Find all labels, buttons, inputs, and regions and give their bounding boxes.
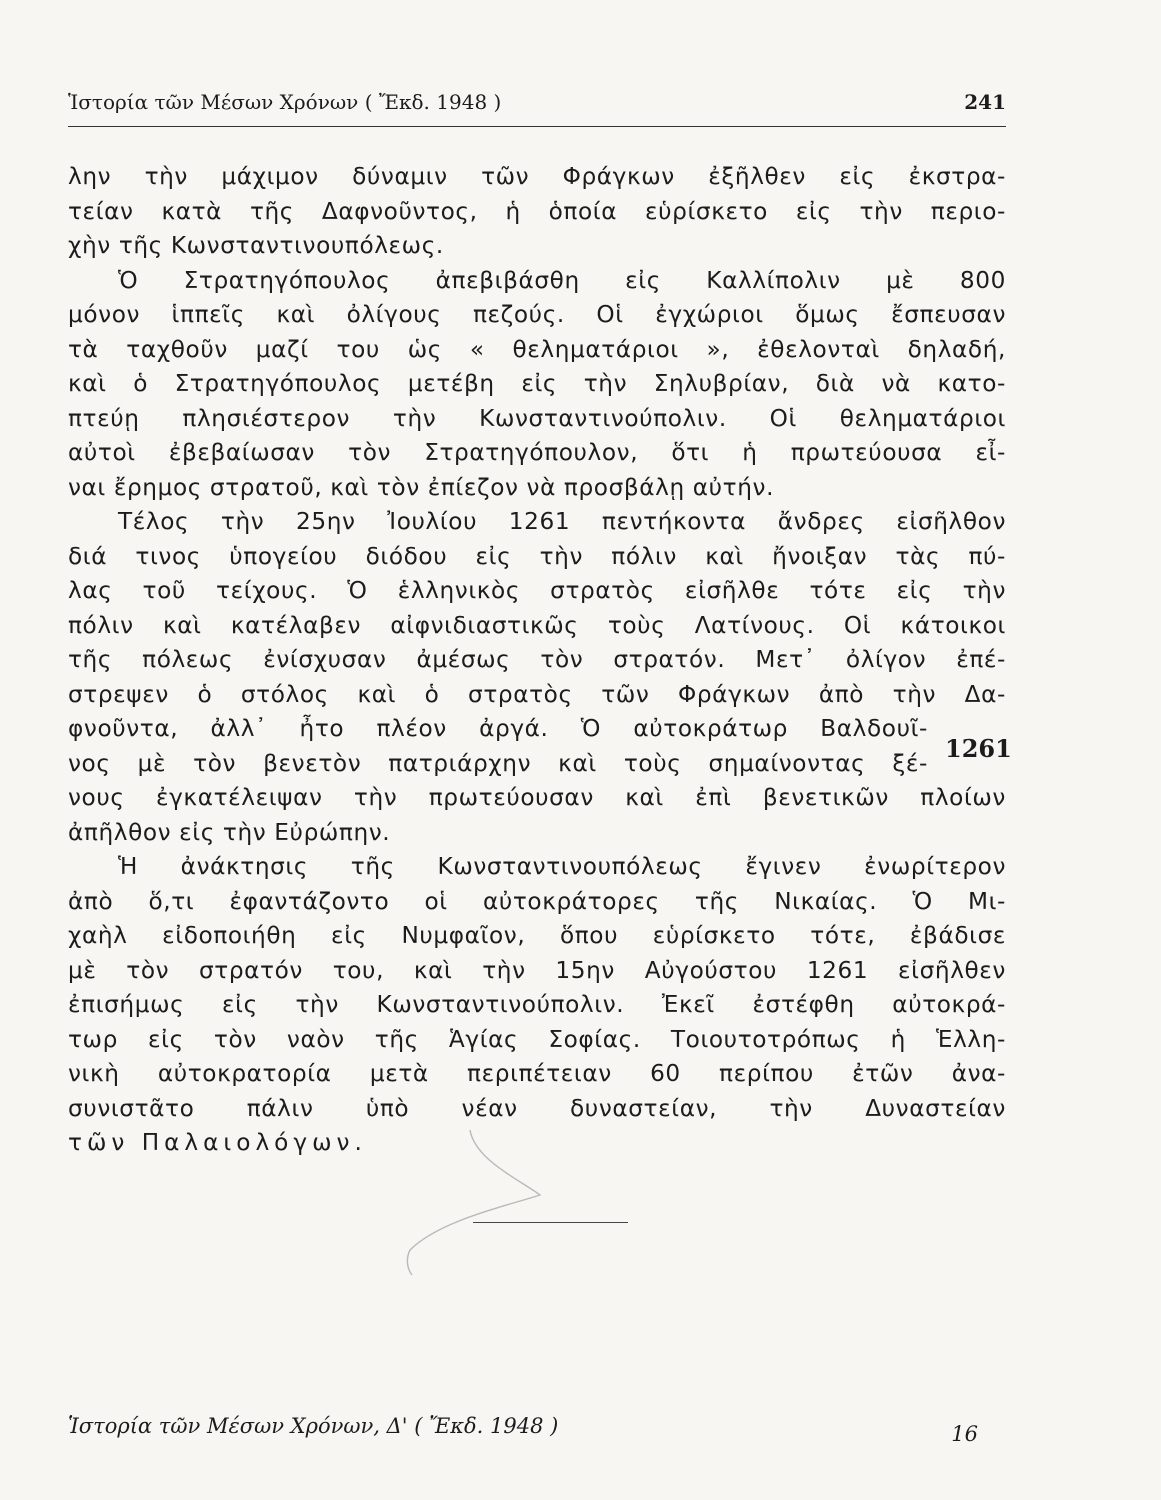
text-line: λας τοῦ τείχους. Ὁ ἑλληνικὸς στρατὸς εἰσῆλθε τότε εἰς τὴν (68, 577, 1006, 604)
footer-title: Ἱστορία τῶν Μέσων Χρόνων, Δ' ( Ἔκδ. 1948 ) (68, 1414, 559, 1438)
text-line: νικὴ αὐτοκρατορία μετὰ περιπέτειαν 60 περίπου ἐτῶν ἀνα- (68, 1060, 1006, 1087)
text-line: ναι ἔρημος στρατοῦ, καὶ τὸν ἐπίεζον νὰ προσβάλῃ αὐτήν. (68, 473, 775, 501)
text-line: Ὁ Στρατηγόπουλος ἀπεβιβάσθη εἰς Καλλίπολιν μὲ 800 (118, 266, 1006, 294)
text-line: νος μὲ τὸν βενετὸν πατριάρχην καὶ τοὺς σημαίνοντας ξέ- (68, 749, 928, 777)
text-line: χὴν τῆς Κωνσταντινουπόλεως. (68, 232, 444, 259)
text-line: νους ἐγκατέλειψαν τὴν πρωτεύουσαν καὶ ἐπὶ βενετικῶν πλοίων (68, 784, 1006, 811)
text-line: μὲ τὸν στρατόν του, καὶ τὴν 15ην Αὐγούστου 1261 εἰσῆλθεν (68, 956, 1006, 984)
text-line: Τέλος τὴν 25ην Ἰουλίου 1261 πεντήκοντα ἄνδρες εἰσῆλθον (118, 508, 1006, 535)
margin-year-note: 1261 (945, 734, 1012, 763)
text-line: τὰ ταχθοῦν μαζί του ὡς « θεληματάριοι », ἐθελονταὶ δηλαδή, (68, 335, 1006, 363)
text-line: τῆς πόλεως ἐνίσχυσαν ἀμέσως τὸν στρατόν. Μετ᾽ ὀλίγον ἐπέ- (68, 646, 1006, 673)
text-line: φνοῦντα, ἀλλ᾽ ἦτο πλέον ἀργά. Ὁ αὐτοκράτωρ Βαλδουῖ- (68, 715, 928, 742)
section-end-rule (473, 1222, 628, 1223)
text-line: πτεύῃ πλησιέστερον τὴν Κωνσταντινούπολιν. Οἱ θεληματάριοι (68, 404, 1006, 432)
running-header (68, 90, 1006, 127)
text-line: στρεψεν ὁ στόλος καὶ ὁ στρατὸς τῶν Φράγκων ἀπὸ τὴν Δα- (68, 680, 1006, 708)
text-line: λην τὴν μάχιμον δύναμιν τῶν Φράγκων ἐξῆλθεν εἰς ἐκστρα- (68, 163, 1006, 190)
text-line: τείαν κατὰ τῆς Δαφνοῦντος, ἡ ὁποία εὑρίσκετο εἰς τὴν περιο- (68, 197, 1006, 225)
header-title: Ἱστορία τῶν Μέσων Χρόνων ( Ἔκδ. 1948 ) (68, 90, 502, 114)
text-line: ἀπὸ ὅ,τι ἐφαντάζοντο οἱ αὐτοκράτορες τῆς Νικαίας. Ὁ Μι- (68, 887, 1006, 915)
text-line: καὶ ὁ Στρατηγόπουλος μετέβη εἰς τὴν Σηλυβρίαν, διὰ νὰ κατο- (68, 370, 1006, 397)
text-line: πόλιν καὶ κατέλαβεν αἰφνιδιαστικῶς τοὺς Λατίνους. Οἱ κάτοικοι (68, 611, 1006, 639)
text-line: συνιστᾶτο πάλιν ὑπὸ νέαν δυναστείαν, τὴν Δυναστείαν (68, 1094, 1006, 1122)
text-line: Ἡ ἀνάκτησις τῆς Κωνσταντινουπόλεως ἔγινεν ἐνωρίτερον (118, 853, 1006, 880)
signature-number: 16 (951, 1422, 978, 1446)
text-line: διά τινος ὑπογείου διόδου εἰς τὴν πόλιν καὶ ἤνοιξαν τὰς πύ- (68, 542, 1006, 570)
text-line: μόνον ἱππεῖς καὶ ὀλίγους πεζούς. Οἱ ἐγχώριοι ὅμως ἔσπευσαν (68, 301, 1006, 328)
footer-signature-line (68, 1414, 978, 1446)
text-line: τῶν Παλαιολόγων. (68, 1129, 367, 1156)
body-text (68, 160, 1006, 1161)
text-line: τωρ εἰς τὸν ναὸν τῆς Ἁγίας Σοφίας. Τοιουτοτρόπως ἡ Ἑλλη- (68, 1025, 1006, 1053)
text-line: χαὴλ εἰδοποιήθη εἰς Νυμφαῖον, ὅπου εὑρίσκετο τότε, ἐβάδισε (68, 922, 1006, 949)
text-line: ἀπῆλθον εἰς τὴν Εὐρώπην. (68, 818, 391, 846)
text-line: αὐτοὶ ἐβεβαίωσαν τὸν Στρατηγόπουλον, ὅτι ἡ πρωτεύουσα εἶ- (68, 439, 1006, 466)
page-number: 241 (964, 90, 1006, 114)
pencil-scribble (380, 1120, 640, 1280)
text-line: ἐπισήμως εἰς τὴν Κωνσταντινούπολιν. Ἐκεῖ ἐστέφθη αὐτοκρά- (68, 991, 1006, 1018)
